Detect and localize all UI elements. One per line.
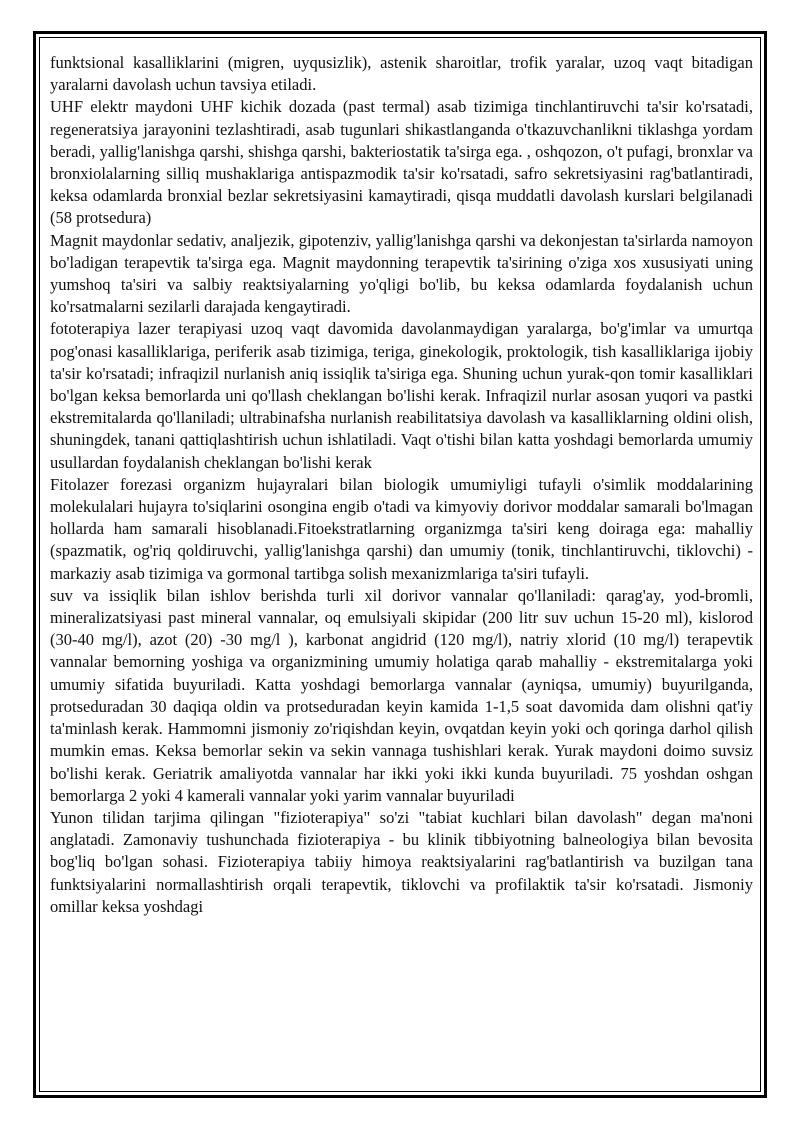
paragraph-uhf-electric-field: UHF elektr maydoni UHF kichik dozada (past termal) asab tizimiga tinchlantiruvchi ta'sir ko'rsatadi, regeneratsiya jarayonini tezlashtiradi, asab tugunlari shikastlanganda o'tkazuvchanlikni tiklashga yordam beradi, yallig'lanishga qarshi, shishga qarshi, bakteriostatik ta'sirga ega. , oshqozon, o't pufagi, bronxlar va bronxiolalarning silliq mushaklariga antispazmodik ta'sir ko'rsatadi, safro sekretsiyasini rag'batlantiradi, keksa odamlarda bronxial bezlar sekretsiyasini kamaytiradi, qisqa muddatli davolash kurslari belgilanadi (58 protsedura) (50, 97, 753, 228)
paragraph-hydrotherapy-baths: suv va issiqlik bilan ishlov berishda turli xil dorivor vannalar qo'llaniladi: qarag'ay, yod-bromli, mineralizatsiyasi past mineral vannalar, oq emulsiyali skipidar (200 litr suv uchun 15-20 ml), kislorod (30-40 mg/l), azot (20) -30 mg/l ), karbonat angidrid (120 mg/l), natriy xlorid (10 mg/l) terapevtik vannalar bemorning yoshiga va organizmining umumiy holatiga qarab mahalliy - ekstremitalarga yoki umumiy sifatida buyuriladi. Katta yoshdagi bemorlarga vannalar (ayniqsa, umumiy) buyurilganda, protseduradan 30 daqiqa oldin va protseduradan keyin kamida 1-1,5 soat davomida dam olishni qat'iy ta'minlash kerak. Hammomni jismoniy zo'riqishdan keyin, ovqatdan keyin yoki och qoringa darhol qilish mumkin emas. Keksa bemorlar sekin va sekin vannaga tushishlari kerak. Yurak maydoni doimo suvsiz bo'lishi kerak. Geriatrik amaliyotda vannalar har ikki yoki ikki kunda buyuriladi. 75 yoshdan oshgan bemorlarga 2 yoki 4 kamerali vannalar yoki yarim vannalar buyuriladi (50, 585, 753, 805)
document-body (50, 52, 753, 918)
paragraph-phytolaser-phoresis: Fitolazer forezasi organizm hujayralari bilan biologik umumiyligi tufayli o'simlik moddalarining molekulalari hujayra to'siqlarini osongina engib o'tadi va kimyoviy dorivor moddalar samarali bo'lmagan hollarda ham samarali hisoblanadi.Fitoekstratlarning organizmga ta'siri keng doiraga ega: mahalliy (spazmatik, og'riq qoldiruvchi, yallig'lanishga qarshi) dan umumiy (tonik, tinchlantiruvchi, tiklovchi) - markaziy asab tizimiga va gormonal tartibga solish mexanizmlariga ta'siri tufayli. (50, 474, 753, 583)
paragraph-functional-diseases: funktsional kasalliklarini (migren, uyqusizlik), astenik sharoitlar, trofik yaralar, uzoq vaqt bitadigan yaralarni davolash uchun tavsiya etiladi. (50, 53, 753, 95)
paragraph-physiotherapy-definition: Yunon tilidan tarjima qilingan "fizioterapiya" so'zi "tabiat kuchlari bilan davolash" degan ma'noni anglatadi. Zamonaviy tushunchada fizioterapiya - bu klinik tibbiyotning balneologiya bilan bevosita bog'liq bo'lgan sohasi. Fizioterapiya tabiiy himoya reaktsiyalarini rag'batlantirish va buzilgan tana funktsiyalarini normallashtirish orqali terapevtik, tiklovchi va profilaktik ta'sir ko'rsatadi. Jismoniy omillar keksa yoshdagi (50, 807, 753, 916)
paragraph-phototherapy: fototerapiya lazer terapiyasi uzoq vaqt davomida davolanmaydigan yaralarga, bo'g'imlar va umurtqa pog'onasi kasalliklariga, periferik asab tizimiga, teriga, ginekologik, proktologik, tish kasalliklariga ijobiy ta'sir ko'rsatadi; infraqizil nurlanish aniq issiqlik ta'siriga ega. Shuning uchun yurak-qon tomir kasalliklari bo'lgan keksa bemorlarda uni qo'llash cheklangan bo'lishi kerak. Infraqizil nurlar asosan yuqori va pastki ekstremitalarda qo'llaniladi; ultrabinafsha nurlanish reabilitatsiya davolash va kasalliklarning oldini olish, shuningdek, tanani qattiqlashtirish uchun ishlatiladi. Vaqt o'tishi bilan katta yoshdagi bemorlarda umumiy usullardan foydalanish cheklangan bo'lishi kerak (50, 319, 753, 472)
paragraph-magnetic-fields: Magnit maydonlar sedativ, analjezik, gipotenziv, yallig'lanishga qarshi va dekonjestan ta'sirlarda namoyon bo'ladigan terapevtik ta'sirga ega. Magnit maydonning terapevtik ta'sirining o'ziga xos xususiyati uning yumshoq ta'siri va salbiy reaktsiyalarning yo'qligi bo'lib, bu keksa odamlarda foydalanish uchun ko'rsatmalarni sezilarli darajada kengaytiradi. (50, 230, 753, 317)
